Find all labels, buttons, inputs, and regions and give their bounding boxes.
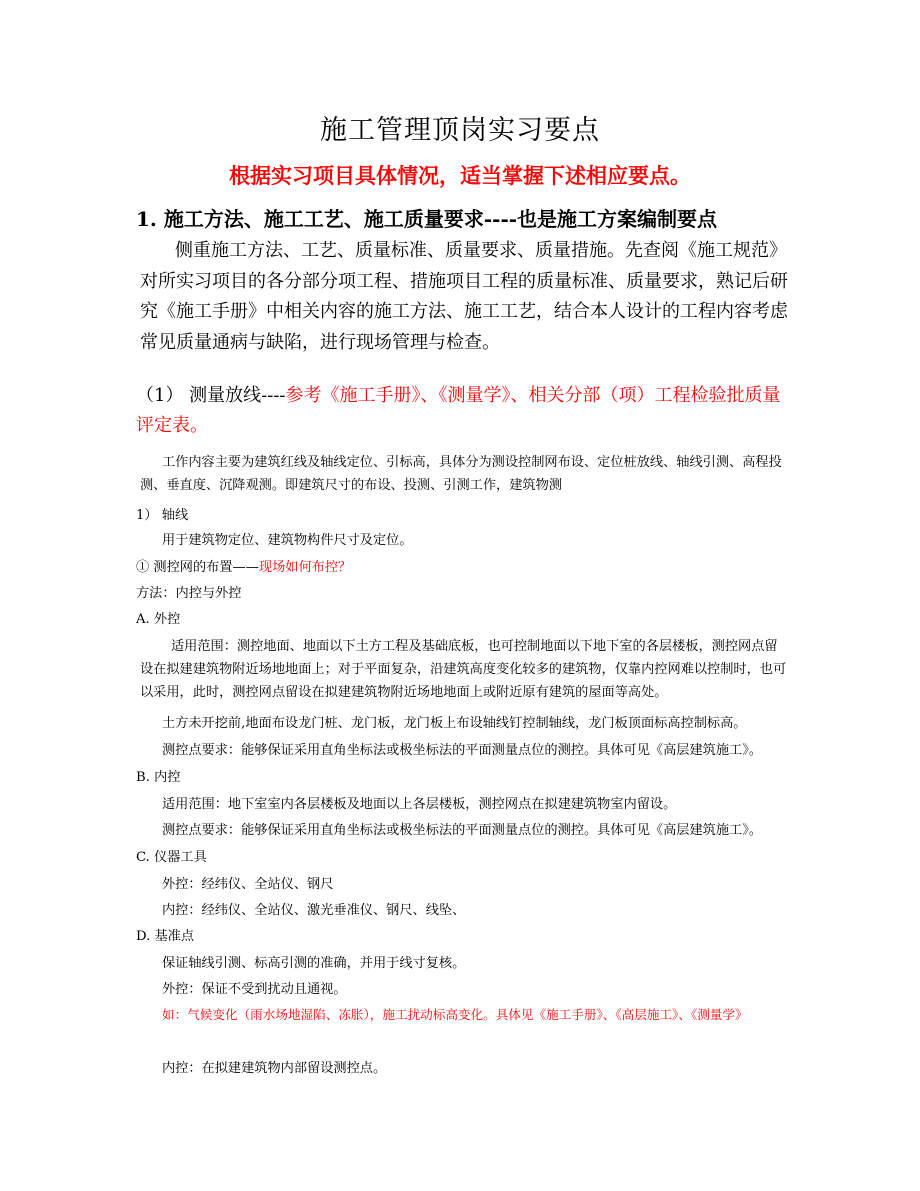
d-ensure: 保证轴线引测、标高引测的准确，并用于线寸复核。 bbox=[162, 956, 466, 971]
c-heading: C. 仪器工具 bbox=[136, 850, 207, 865]
b-scope-paragraph: 适用范围：地下室室内各层楼板及地面以上各层楼板，测控网点在拟建建筑物室内留设。 bbox=[162, 797, 677, 812]
b-heading: B. 内控 bbox=[136, 770, 181, 785]
a-heading: A. 外控 bbox=[136, 612, 181, 627]
item-1-survey bbox=[136, 381, 796, 441]
c-outer-tools: 外控：经纬仪、全站仪、钢尺 bbox=[162, 877, 334, 892]
a-scope-paragraph: 适用范围：测控地面、地面以下土方工程及基础底板，也可控制地面以下地下室的各层楼板，测控网点留设在拟建建筑物附近场地地面上；对于平面复杂，沿建筑高度变化较多的建筑物，仅靠内控网难以控制时，也可以采用，此时，测控网点留设在拟建建筑物附近场地地面上或附近原有建筑的屋面等高处。 bbox=[140, 639, 787, 700]
net-layout-prefix: ① 测控网的布置—— bbox=[136, 560, 259, 575]
section-1-heading: 1. 施工方法、施工工艺、施工质量要求----也是施工方案编制要点 bbox=[136, 207, 718, 231]
a-points-paragraph: 测控点要求：能够保证采用直角坐标法或极坐标法的平面测量点位的测控。具体可见《高层建筑施工》。 bbox=[162, 743, 763, 758]
work-content-paragraph: 工作内容主要为建筑红线及轴线定位、引标高，具体分为测设控制网布设、定位桩放线、轴线引测、高程投测、垂直度、沉降观测。即建筑尺寸的布设、投测、引测工作，建筑物测 bbox=[140, 455, 782, 493]
net-layout-question: 现场如何布控？ bbox=[258, 560, 352, 575]
a-earth-paragraph: 土方未开挖前,地面布设龙门桩、龙门板，龙门板上布设轴线钉控制轴线，龙门板顶面标高控制标高。 bbox=[162, 716, 747, 731]
page-title: 施工管理顶岗实习要点 bbox=[320, 115, 600, 146]
item-1-references: 参考《施工手册》、《测量学》、相关分部（项）工程检验批质量评定表。 bbox=[136, 385, 781, 436]
net-layout-line bbox=[136, 557, 786, 580]
d-red-note: 如：气候变化（雨水场地湿陷、冻胀），施工扰动标高变化。具体见《施工手册》、《高层施工》、《测量学》 bbox=[162, 1007, 748, 1022]
page-subtitle: 根据实习项目具体情况，适当掌握下述相应要点。 bbox=[229, 163, 691, 188]
d-inner: 内控：在拟建建筑物内部留设测控点。 bbox=[162, 1061, 387, 1076]
c-inner-tools: 内控：经纬仪、全站仪、激光垂准仪、钢尺、线坠、 bbox=[162, 903, 466, 918]
d-outer: 外控：保证不受到扰动且通视。 bbox=[162, 982, 347, 997]
section-1-paragraph: 侧重施工方法、工艺、质量标准、质量要求、质量措施。先查阅《施工规范》对所实习项目的各分部分项工程、措施项目工程的质量标准、质量要求，熟记后研究《施工手册》中相关内容的施工方法、施工工艺，结合本人设计的工程内容考虑常见质量通病与缺陷，进行现场管理与检查。 bbox=[140, 240, 788, 353]
b-points-paragraph: 测控点要求：能够保证采用直角坐标法或极坐标法的平面测量点位的测控。具体可见《高层建筑施工》。 bbox=[162, 823, 763, 838]
d-heading: D. 基准点 bbox=[136, 929, 195, 944]
axis-heading: 1） 轴线 bbox=[136, 508, 189, 523]
method-line: 方法：内控与外控 bbox=[136, 586, 242, 601]
item-1-prefix: （1） 测量放线---- bbox=[136, 385, 286, 406]
axis-use: 用于建筑物定位、建筑物构件尺寸及定位。 bbox=[162, 533, 413, 548]
